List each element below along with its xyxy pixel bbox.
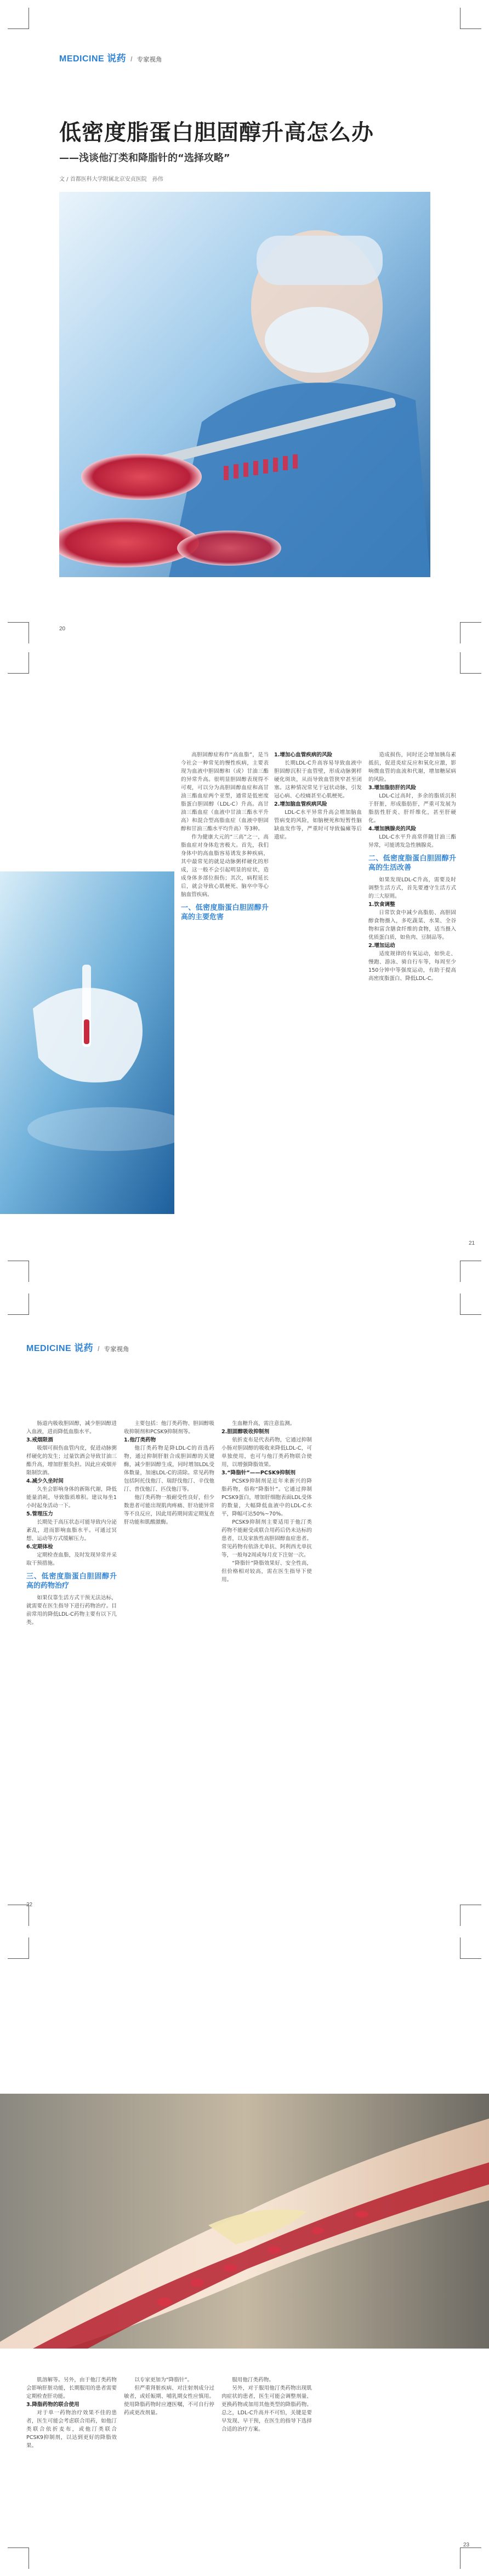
page-number: 22: [26, 1902, 33, 1908]
subheading: 4.减少久坐时间: [26, 1478, 64, 1484]
crop-mark: [460, 1937, 481, 1959]
crop-mark: [460, 2547, 481, 2569]
paragraph: 生血糖升高，需注意监测。: [232, 1421, 295, 1427]
text-column: [221, 1420, 312, 1584]
lab-scientist-photo: [59, 192, 430, 577]
brand-cn: 说药: [107, 53, 127, 64]
paragraph: 如果仅靠生活方式干预无法达标，就需要在医生指导下进行药物治疗。目前常用的降低LDL-C药物主要有以下几类。: [26, 1595, 117, 1626]
subheading: 3.增加脂肪肝的风险: [368, 785, 417, 791]
artery-illustration: [0, 2094, 489, 2349]
paragraph: LDL-C水平升高常伴随甘油三酯异常，可能诱发急性胰腺炎。: [368, 834, 456, 848]
crop-mark: [8, 8, 29, 29]
subheading: 3.“降脂针”——PCSK9抑制剂: [221, 1470, 295, 1476]
subheading: 6.定期体检: [26, 1544, 53, 1550]
brand-name: MEDICINE: [26, 1344, 72, 1353]
paragraph: 定期检查血脂，及时发现异常并采取干预措施。: [26, 1552, 117, 1566]
artery-plaque-photo: [0, 2094, 489, 2349]
section-heading: 一、低密度脂蛋白胆固醇升高的主要危害: [181, 904, 269, 921]
magazine-header: MEDICINE 说药 / 专家视角: [59, 53, 162, 64]
subheading: 2.增加脑血管疾病风险: [274, 801, 327, 807]
paragraph: 长期处于高压状态可能导致内分泌紊乱，进而影响血脂水平。可通过冥想、运动等方式缓解压力。: [26, 1519, 117, 1542]
article-subtitle: ——浅谈他汀类和降脂针的“选择攻略”: [59, 152, 230, 164]
crop-mark: [460, 1261, 481, 1282]
lab-scientist-illustration: [59, 192, 430, 577]
crop-mark: [8, 1293, 29, 1315]
subheading: 1.饮食调整: [368, 902, 395, 908]
subheading: 2.胆固醇吸收抑制剂: [221, 1429, 270, 1435]
paragraph: 久坐会影响身体的新陈代谢，降低能量消耗，导致脂质堆积。建议每坐1小时起身活动一下。: [26, 1486, 117, 1509]
crop-mark: [460, 1293, 481, 1315]
text-column: [124, 1420, 214, 1526]
paragraph: 高胆固醇症称作“高血脂”，是当今社会一种常见的慢性疾病，主要表现为血液中胆固醇和（或）甘油三酯的异常升高。很明显胆固醇表现得不可观，可以分为高胆固醇血症和高甘油三酯血症两个亚型，通常是低密度脂蛋白胆固醇（LDL-C）升高。高甘油三酯血症（血液中甘油三酯水平升高）和混合型高脂血症（血液中胆固醇和甘油三酯水平均升高）等3种。: [181, 752, 269, 832]
crop-mark: [8, 652, 29, 674]
crop-mark: [8, 622, 29, 643]
paragraph: 肌溶解等。另外，由于他汀类药物会影响肝脏功能，长期服用的患者需要定期检查肝功能。: [26, 2377, 117, 2400]
section-heading: 二、低密度脂蛋白胆固醇升高的生活改善: [368, 854, 456, 872]
page-number: 21: [469, 1240, 475, 1246]
crop-mark: [8, 1937, 29, 1959]
paragraph: PCSK9抑制剂主要适用于他汀类药物不能耐受或联合用药后仍未达标的患者，以及家族性高胆固醇血症患者。常见药物有依洛尤单抗、阿利西尤单抗等，一般每2周或每月皮下注射一次。: [221, 1519, 312, 1558]
paragraph: 适度规律的有氧运动，如快走、慢跑、游泳、骑自行车等，每周至少150分钟中等强度运动，有助于提高高密度脂蛋白、降低LDL-C。: [368, 951, 456, 982]
paragraph: 以专家更加为“降脂针”。: [134, 2377, 193, 2383]
paragraph: 对于单一药物治疗效果不佳的患者，医生可能会考虑联合用药，如他汀类联合依折麦布，或他汀类联合PCSK9抑制剂，以达到更好的降脂效果。: [26, 2410, 117, 2449]
text-column: [274, 751, 362, 841]
glove-holding-sample-photo: [0, 871, 174, 1214]
crop-mark: [8, 1261, 29, 1282]
text-column: [221, 2376, 312, 2433]
article-author: 文 / 首都医科大学附属北京安贞医院 孙伟: [59, 176, 163, 183]
paragraph: 他汀类药物是降LDL-C的首选药物，通过抑制肝脏合成胆固醇的关键酶，减少胆固醇生成，同时增加LDL受体数量，加速LDL-C的清除。常见药物包括阿托伐他汀、瑞舒伐他汀、辛伐他汀、普伐他汀、匹伐他汀等。: [124, 1445, 214, 1492]
paragraph: LDL-C过高时，多余的脂质沉积于肝脏，形成脂肪肝，严重可发展为脂肪性肝炎、肝纤维化，甚至肝硬化。: [368, 793, 456, 824]
column-name: 专家视角: [104, 1346, 129, 1353]
paragraph: 依折麦布是代表药物，它通过抑制小肠对胆固醇的吸收来降低LDL-C，可单独使用，也可与他汀类药物联合使用，以增强降脂效果。: [221, 1437, 312, 1468]
paragraph: 主要包括：他汀类药物、胆固醇吸收抑制剂和PCSK9抑制剂等。: [124, 1421, 214, 1435]
paragraph: 他汀类药物一般耐受性良好，但少数患者可能出现肌肉疼痛、肝功能异常等不良反应，因此用药期间需定期复查肝功能和肌酸激酶。: [124, 1495, 214, 1525]
article-title: 低密度脂蛋白胆固醇升高怎么办: [59, 120, 374, 145]
paragraph: 长期LDL-C升高容易导致血液中胆固醇沉积于血管壁，形成动脉粥样硬化斑块，从而导致血管狭窄甚至闭塞。这种情况常见于冠状动脉，引发冠心病、心绞痛甚至心肌梗死。: [274, 760, 362, 799]
paragraph: 日常饮食中减少高脂肪、高胆固醇食物摄入，多吃蔬菜、水果、全谷物和富含膳食纤维的食物，适当摄入优质蛋白质，如鱼肉、豆制品等。: [368, 910, 456, 941]
subheading: 4.增加胰腺炎的风险: [368, 826, 417, 832]
magazine-header: MEDICINE 说药 / 专家视角: [26, 1343, 129, 1353]
subheading: 3.戒烟限酒: [26, 1437, 53, 1443]
page-number: 23: [463, 2542, 470, 2548]
text-column: [181, 751, 269, 925]
paragraph: 作为健康大元的“三高”之一，高脂血症对身体危害极大。首先，我们身体中的高血脂容易诱发多种疾病，其中最常见的就是动脉粥样硬化的形成，这一般不会引起明显的症状，造成身体多部位损伤；其次，病程延长后，就会导致心肌梗死、脑卒中等心脑血管疾病。: [181, 834, 269, 898]
page-number: 20: [59, 626, 66, 632]
glove-sample-illustration: [0, 871, 174, 1214]
paragraph: 吸烟可损伤血管内皮，促进动脉粥样硬化的发生；过量饮酒会导致甘油三酯升高，增加肝脏负担。因此应戒烟并限制饮酒。: [26, 1445, 117, 1476]
text-column: [124, 2376, 214, 2417]
brand-name: MEDICINE: [59, 54, 105, 64]
crop-mark: [8, 2547, 29, 2569]
paragraph: 造成损伤，同时还会增加胰岛素抵抗，促进炎症反应和氧化应激，影响微血管的血流和代谢，增加糖尿病的风险。: [368, 752, 456, 783]
paragraph: LDL-C水平异常升高会增加脑血管病变的风险，如脑梗死和短暂性脑缺血发作等，严重时可导致偏瘫等后遗症。: [274, 810, 362, 840]
paragraph: 服用他汀类药物。: [232, 2377, 274, 2383]
section-heading: 三、低密度脂蛋白胆固醇升高的药物治疗: [26, 1572, 117, 1590]
paragraph: PCSK9抑制剂是近年来新兴的降脂药物，俗称“降脂针”。它通过抑制PCSK9蛋白，增加肝细胞表面LDL受体的数量，大幅降低血液中的LDL-C水平，降幅可达50%~70%。: [221, 1478, 312, 1517]
crop-mark: [460, 1905, 481, 1926]
text-column: [26, 1420, 117, 1627]
subheading: 2.增加运动: [368, 943, 395, 949]
crop-mark: [460, 652, 481, 674]
paragraph: 但严重肾脏疾病、对注射剂成分过敏者，或妊娠期、哺乳期女性应慎用。使用降脂药物时应遵医嘱，不可自行停药或更改剂量。: [124, 2385, 214, 2416]
column-name: 专家视角: [137, 56, 162, 63]
crop-mark: [460, 622, 481, 643]
paragraph: 肠道内吸收胆固醇，减少胆固醇进入血液，进而降低血脂水平。: [26, 1421, 117, 1435]
paragraph: 如果发现LDL-C升高，需要及时调整生活方式，首先要遵守生活方式的三大原则。: [368, 877, 456, 899]
paragraph: 另外，对于服用他汀类药物出现肌肉症状的患者，医生可能会调整剂量、更换药物或加用其他类型的降脂药物。总之，LDL-C升高并不可怕，关键是要早发现、早干预，在医生的指导下选择合适的治疗方案。: [221, 2385, 312, 2432]
text-column: [368, 751, 456, 983]
brand-cn: 说药: [74, 1343, 94, 1353]
subheading: 5.管理压力: [26, 1511, 53, 1517]
crop-mark: [460, 8, 481, 29]
subheading: 1.增加心血管疾病的风险: [274, 752, 333, 758]
subheading: 3.降脂药物的联合使用: [26, 2402, 79, 2408]
text-column: [26, 2376, 117, 2450]
paragraph: “降脂针”降脂效果好、安全性高，但价格相对较高，需在医生指导下使用。: [221, 1560, 312, 1583]
crop-mark: [8, 1905, 29, 1926]
subheading: 1.他汀类药物: [124, 1437, 156, 1443]
